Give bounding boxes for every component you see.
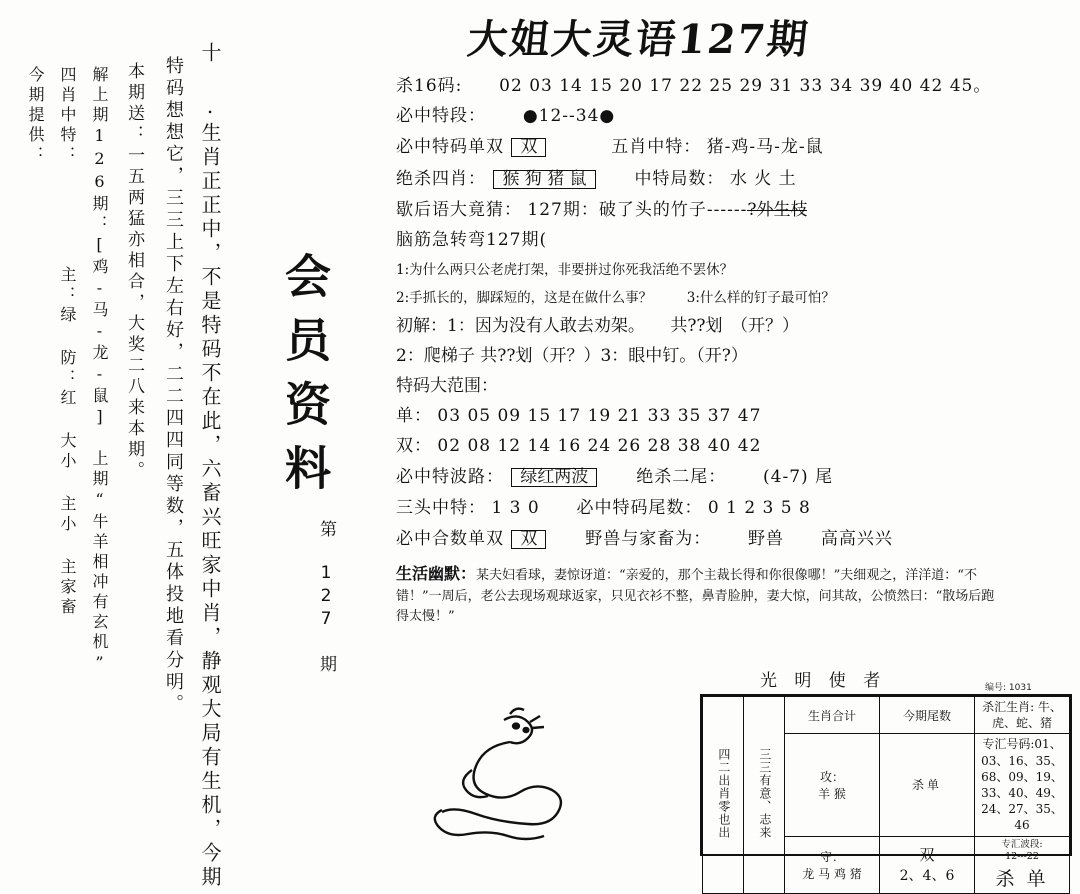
xiehou-value: 127期：破了头的竹子------ (527, 200, 748, 220)
humor-label: 生活幽默： (396, 564, 477, 584)
heshu-value: 双 (511, 530, 546, 549)
row1-cell2: 杀单 (880, 734, 975, 836)
even-value: 02 08 12 14 16 24 26 28 38 40 42 (437, 436, 762, 457)
answer-2: 2：爬梯子 共??划（开？）3：眼中钉。（开?） (396, 346, 748, 367)
row2-cell1: 守： 龙 马 鸡 猪 (785, 836, 880, 894)
question-2: 2:手抓长的，脚踩短的，这是在做什么事？ (396, 290, 653, 307)
line-bolu (396, 468, 1080, 487)
line-duan (396, 108, 1080, 125)
page-title: 大姐大灵语127期 (465, 16, 812, 63)
vertical-text-2: 特码想想它，三三上下左右好，二二四四同等数，五体投地看分明。 (163, 56, 184, 716)
life-humor (396, 562, 996, 627)
question-2-3 (396, 290, 1080, 306)
table-header-0: 生肖合计 (785, 697, 880, 734)
duan-value: ●12--34● (522, 106, 616, 126)
santou-label: 三头中特： (396, 498, 486, 519)
line-odd (396, 408, 1080, 425)
brand-title: 会员资料 (278, 252, 332, 508)
yeshou-extra: 高高兴兴 (820, 529, 893, 550)
lucky-table-grid (702, 696, 1070, 894)
question-1: 1:为什么两只公老虎打架，非要拼过你死我活绝不罢休？ (396, 262, 734, 278)
main-content (388, 0, 1080, 891)
question-3: 3:什么样的钉子最可怕？ (686, 290, 835, 307)
answer-1: 初解：1：因为没有人敢去劝架。 共??划 （开？） (396, 316, 800, 337)
range-label: 特码大范围： (396, 376, 498, 397)
lucky-table (700, 694, 1072, 891)
line-juesha (396, 170, 1080, 189)
line-naojin (396, 232, 1080, 249)
even-label: 双： (396, 436, 432, 457)
xiehou-label: 歇后语大竟猜： (396, 200, 522, 220)
wuxiao-label: 五肖中特： (611, 137, 702, 157)
row1-cell1: 攻： 羊 猴 (785, 734, 880, 836)
odd-value: 03 05 09 15 17 19 21 33 35 37 47 (437, 406, 762, 427)
heshu-label: 必中合数单双 (396, 529, 504, 550)
line-danshuang (396, 138, 1080, 157)
naojin-label: 脑筋急转弯127期( (396, 230, 548, 250)
yeshou-value: 野兽 (748, 529, 785, 550)
jueshaer-label: 绝杀二尾： (636, 467, 727, 488)
line-santou (396, 500, 1080, 517)
danshuang-value: 双 (511, 138, 546, 157)
danshuang-label: 必中特码单双 (396, 137, 504, 157)
duan-label: 必中特段： (396, 106, 486, 126)
vertical-text-3: 本期送：一五两猛亦相合，大奖二八来本期。 (124, 62, 144, 482)
table-header-2: 杀汇生肖: 牛、虎、蛇、猪 (975, 697, 1070, 734)
humor-text: 某夫妇看球，妻惊讶道：“亲爱的，那个主裁长得和你很像哪！”夫细观之，洋洋道：“不错！”一周后，老公去现场观球返家，只见衣衫不整，鼻青脸肿，妻大惊，问其故，公愤然曰：“散场后跑得太慢！” (396, 568, 995, 625)
vertical-text-6: 今期提供： (26, 66, 45, 166)
line-xiehou (396, 202, 1080, 219)
table-header-1: 今期尾数 (880, 697, 975, 734)
line-heshu (396, 530, 1080, 549)
line-even (396, 438, 1080, 455)
juesha-label: 绝杀四肖： (396, 169, 486, 189)
vertical-text-1: 十 .生肖正正中，不是特码不在此，六畜兴旺家中肖，静观大局有生机，今期 (198, 42, 222, 890)
row1-cell3: 专汇号码:01、03、16、35、68、09、19、33、40、49、24、27、35、46 (975, 734, 1070, 836)
brand-issue: 第 127 期 (316, 520, 336, 675)
table-code: 编号: 1031 (985, 683, 1032, 693)
table-title: 光 明 使 者 (760, 671, 887, 691)
weishu-value: 0 1 2 3 5 8 (707, 498, 811, 519)
xiehou-value-2: ?外生枝 (747, 200, 808, 220)
line-kill16 (396, 78, 1080, 95)
kill16-value: 02 03 14 15 20 17 22 25 29 31 33 34 39 40 42 45。 (499, 76, 992, 96)
bolu-label: 必中特波路： (396, 467, 504, 488)
table-header-row (703, 697, 1070, 734)
row2-cell3: 专汇波段: 12---22 杀 单 (975, 836, 1070, 894)
content-lines (396, 78, 1080, 627)
bolu-value: 绿红两波 (511, 468, 597, 487)
row2-cell2: 双 2、4、6 (880, 836, 975, 894)
zhongte-label: 中特局数： (634, 169, 725, 189)
wuxiao-value: 猪-鸡-马-龙-鼠 (706, 137, 824, 157)
table-side-label: 四二出肖零也出 (703, 697, 744, 894)
vertical-text-5: 四肖中特： 主：绿 防：红 大小 主小 主家畜 (58, 66, 77, 618)
juesha-value: 猴 狗 猪 鼠 (493, 170, 595, 189)
jueshaer-value: (4-7) 尾 (763, 467, 834, 488)
yeshou-label: 野兽与家畜为： (585, 529, 712, 550)
kill16-label: 杀16码: (396, 76, 463, 96)
zhongte-value: 水 火 土 (729, 169, 797, 189)
odd-label: 单： (396, 406, 432, 427)
table-side-label-2: 三三有意、志来 (744, 697, 785, 894)
vertical-text-4: 解上期126期：[鸡-马-龙-鼠] 上期“牛羊相冲有玄机” (90, 66, 109, 676)
santou-value: 1 3 0 (491, 498, 540, 519)
weishu-label: 必中特码尾数： (576, 498, 703, 519)
